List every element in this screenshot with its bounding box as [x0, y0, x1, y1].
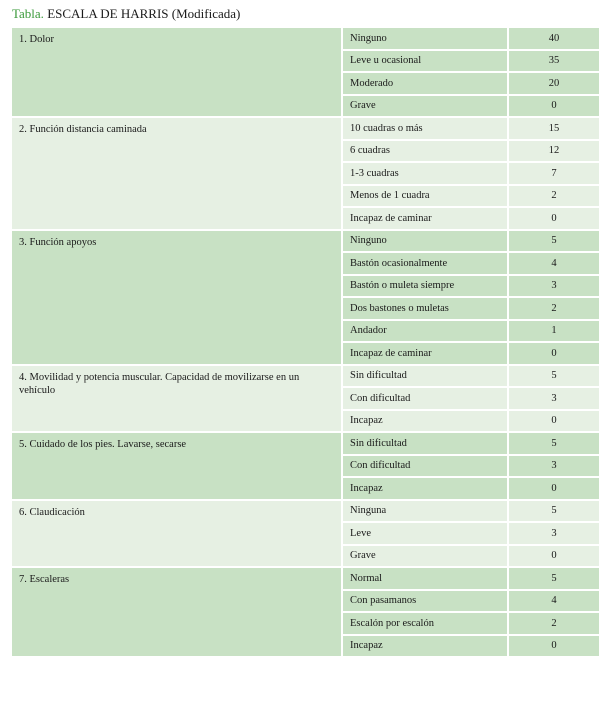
option-score: 5 [508, 500, 600, 523]
caption-title: ESCALA DE HARRIS (Modificada) [43, 6, 241, 21]
section-name: 5. Cuidado de los pies. Lavarse, secarse [11, 432, 342, 500]
option-score: 0 [508, 477, 600, 500]
option-score: 40 [508, 27, 600, 50]
option-score: 3 [508, 387, 600, 410]
option-score: 3 [508, 275, 600, 298]
option-label: Leve [342, 522, 508, 545]
option-score: 4 [508, 590, 600, 613]
section-name: 6. Claudicación [11, 500, 342, 568]
section-name: 1. Dolor [11, 27, 342, 117]
option-score: 1 [508, 320, 600, 343]
option-label: Leve u ocasional [342, 50, 508, 73]
option-label: Ninguno [342, 27, 508, 50]
option-label: Andador [342, 320, 508, 343]
option-label: Bastón ocasionalmente [342, 252, 508, 275]
option-score: 20 [508, 72, 600, 95]
table-caption [12, 6, 240, 22]
table-row [11, 432, 600, 455]
caption-label: Tabla. [12, 6, 44, 21]
table-body [11, 27, 600, 657]
section-name: 2. Función distancia caminada [11, 117, 342, 230]
option-label: 10 cuadras o más [342, 117, 508, 140]
option-label: Con dificultad [342, 387, 508, 410]
option-label: Menos de 1 cuadra [342, 185, 508, 208]
option-score: 0 [508, 95, 600, 118]
option-label: 6 cuadras [342, 140, 508, 163]
option-label: Dos bastones o muletas [342, 297, 508, 320]
option-label: Moderado [342, 72, 508, 95]
option-score: 5 [508, 365, 600, 388]
table-row [11, 567, 600, 590]
option-score: 5 [508, 230, 600, 253]
option-score: 0 [508, 545, 600, 568]
option-score: 35 [508, 50, 600, 73]
option-score: 2 [508, 612, 600, 635]
option-score: 12 [508, 140, 600, 163]
section-name: 7. Escaleras [11, 567, 342, 657]
option-score: 2 [508, 185, 600, 208]
table-row [11, 27, 600, 50]
option-label: Ninguna [342, 500, 508, 523]
option-score: 3 [508, 455, 600, 478]
option-score: 5 [508, 567, 600, 590]
option-score: 4 [508, 252, 600, 275]
option-label: Sin dificultad [342, 432, 508, 455]
option-label: Bastón o muleta siempre [342, 275, 508, 298]
table-row [11, 230, 600, 253]
option-score: 3 [508, 522, 600, 545]
option-label: Sin dificultad [342, 365, 508, 388]
option-label: Incapaz [342, 635, 508, 658]
option-score: 7 [508, 162, 600, 185]
section-name: 3. Función apoyos [11, 230, 342, 365]
table-row [11, 117, 600, 140]
table-row [11, 365, 600, 388]
option-label: Escalón por escalón [342, 612, 508, 635]
option-label: Normal [342, 567, 508, 590]
option-score: 0 [508, 207, 600, 230]
option-score: 0 [508, 410, 600, 433]
table-row [11, 500, 600, 523]
option-label: Con dificultad [342, 455, 508, 478]
option-label: 1-3 cuadras [342, 162, 508, 185]
option-label: Ninguno [342, 230, 508, 253]
option-label: Grave [342, 545, 508, 568]
option-label: Grave [342, 95, 508, 118]
option-score: 2 [508, 297, 600, 320]
option-label: Con pasamanos [342, 590, 508, 613]
section-name: 4. Movilidad y potencia muscular. Capacidad de movilizarse en un vehículo [11, 365, 342, 433]
option-score: 0 [508, 635, 600, 658]
option-label: Incapaz de caminar [342, 207, 508, 230]
option-score: 5 [508, 432, 600, 455]
option-label: Incapaz de caminar [342, 342, 508, 365]
option-label: Incapaz [342, 477, 508, 500]
option-score: 0 [508, 342, 600, 365]
option-score: 15 [508, 117, 600, 140]
option-label: Incapaz [342, 410, 508, 433]
harris-scale-table [10, 26, 601, 658]
